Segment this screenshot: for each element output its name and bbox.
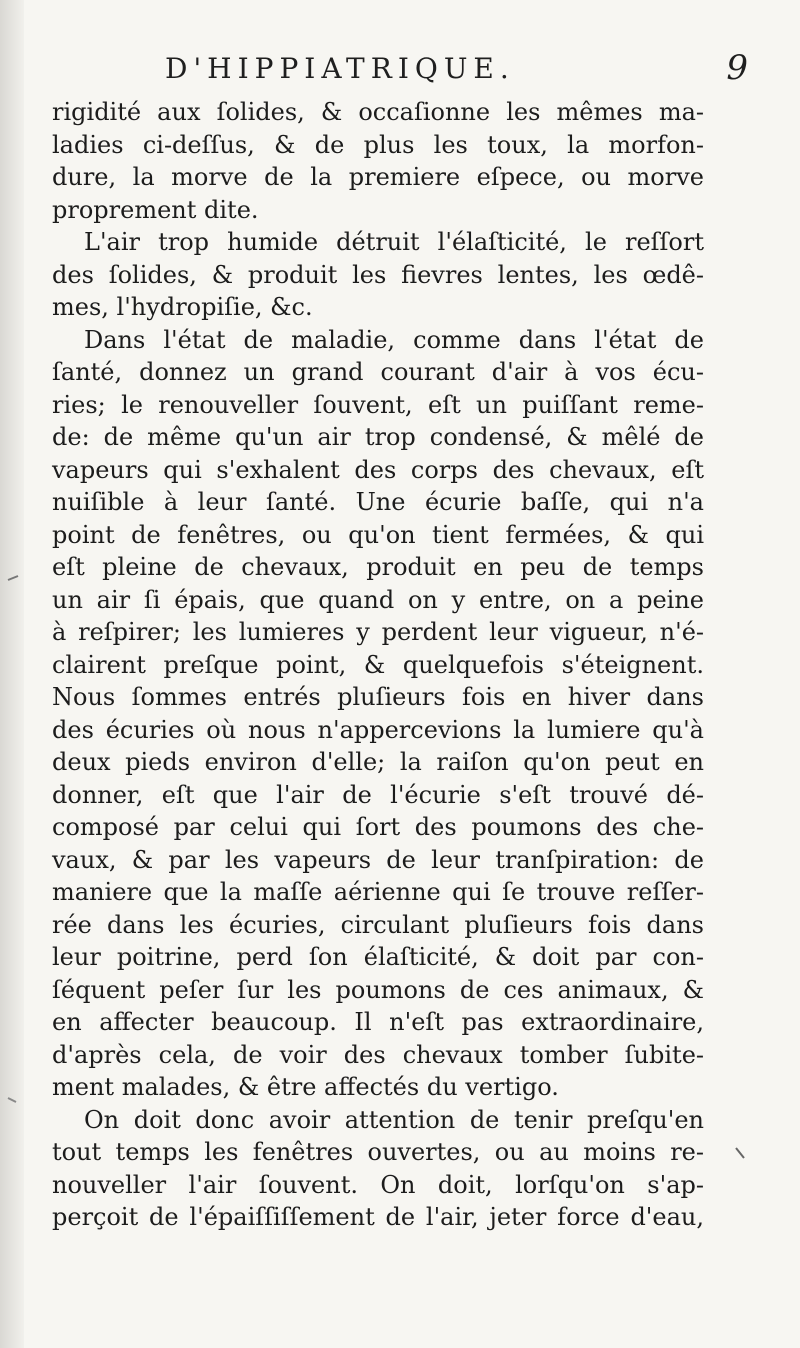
paragraph-start-line: Dans l'état de maladie, comme dans l'état de (84, 325, 704, 354)
text-line: deux pieds environ d'elle; la raiſon qu'on peut en (52, 748, 704, 776)
text-line: ment malades, & être affectés du vertigo. (52, 1073, 559, 1101)
text-line: maniere que la maſſe aérienne qui ſe trouve reſſer- (52, 878, 704, 906)
text-line: rée dans les écuries, circulant pluſieurs fois dans (52, 910, 704, 939)
page-number: 9 (726, 48, 748, 88)
text-line: d'après cela, de voir des chevaux tomber ſubite- (52, 1040, 704, 1069)
body-text (52, 96, 704, 1234)
margin-dash (736, 1148, 744, 1158)
text-line: perçoit de l'épaiſſiſſement de l'air, jeter force d'eau, (52, 1203, 704, 1231)
text-line: eſt pleine de chevaux, produit en peu de temps (52, 553, 704, 581)
text-line: proprement dite. (52, 195, 259, 224)
text-line: ſanté, donnez un grand courant d'air à vos écu- (52, 358, 704, 386)
text-line: vaux, & par les vapeurs de leur tranſpiration: de (52, 845, 704, 874)
running-head (50, 48, 770, 88)
text-line: des écuries où nous n'appercevions la lumiere qu'à (52, 715, 704, 744)
text-line: mes, l'hydropiſie, &c. (52, 293, 313, 321)
text-line: composé par celui qui ſort des poumons des che- (52, 813, 704, 841)
text-line: Nous ſommes entrés pluſieurs fois en hiver dans (52, 683, 704, 711)
text-line: point de fenêtres, ou qu'on tient fermées, & qui (52, 520, 704, 549)
page-gutter-shadow (0, 0, 24, 1348)
paragraph-start-line: On doit donc avoir attention de tenir preſqu'en (84, 1105, 704, 1134)
text-line: clairent preſque point, & quelquefois s'éteignent. (52, 650, 704, 679)
text-line: ſéquent peſer ſur les poumons de ces animaux, & (52, 975, 704, 1004)
text-line: en affecter beaucoup. Il n'eſt pas extraordinaire, (52, 1008, 704, 1036)
text-line: vapeurs qui s'exhalent des corps des chevaux, eſt (52, 455, 704, 484)
text-line: ries; le renouveller ſouvent, eſt un puiſſant reme- (52, 390, 704, 419)
text-line: donner, eſt que l'air de l'écurie s'eſt trouvé dé- (52, 780, 704, 809)
text-line: ladies ci-deſſus, & de plus les toux, la morfon- (52, 130, 704, 159)
text-line: leur poitrine, perd ſon élaſticité, & doit par con- (52, 943, 704, 971)
text-line: nouveller l'air ſouvent. On doit, lorſqu'on s'ap- (52, 1170, 704, 1199)
running-head-title: D'HIPPIATRIQUE. (165, 52, 515, 85)
text-line: nuiſible à leur ſanté. Une écurie baſſe, qui n'a (52, 488, 704, 516)
text-line: tout temps les fenêtres ouvertes, ou au moins re- (52, 1138, 704, 1166)
paragraph-start-line: L'air trop humide détruit l'élaſticité, le reſſort (84, 228, 704, 256)
text-line: dure, la morve de la premiere eſpece, ou morve (52, 163, 704, 191)
text-line: rigidité aux ſolides, & occaſionne les mêmes ma- (52, 98, 704, 126)
text-line: de: de même qu'un air trop condensé, & mêlé de (52, 423, 704, 451)
text-line: à reſpirer; les lumieres y perdent leur vigueur, n'é- (52, 618, 704, 646)
text-line: un air ſi épais, que quand on y entre, on a peine (52, 585, 704, 614)
text-line: des ſolides, & produit les fievres lentes, les œdê- (52, 260, 704, 289)
